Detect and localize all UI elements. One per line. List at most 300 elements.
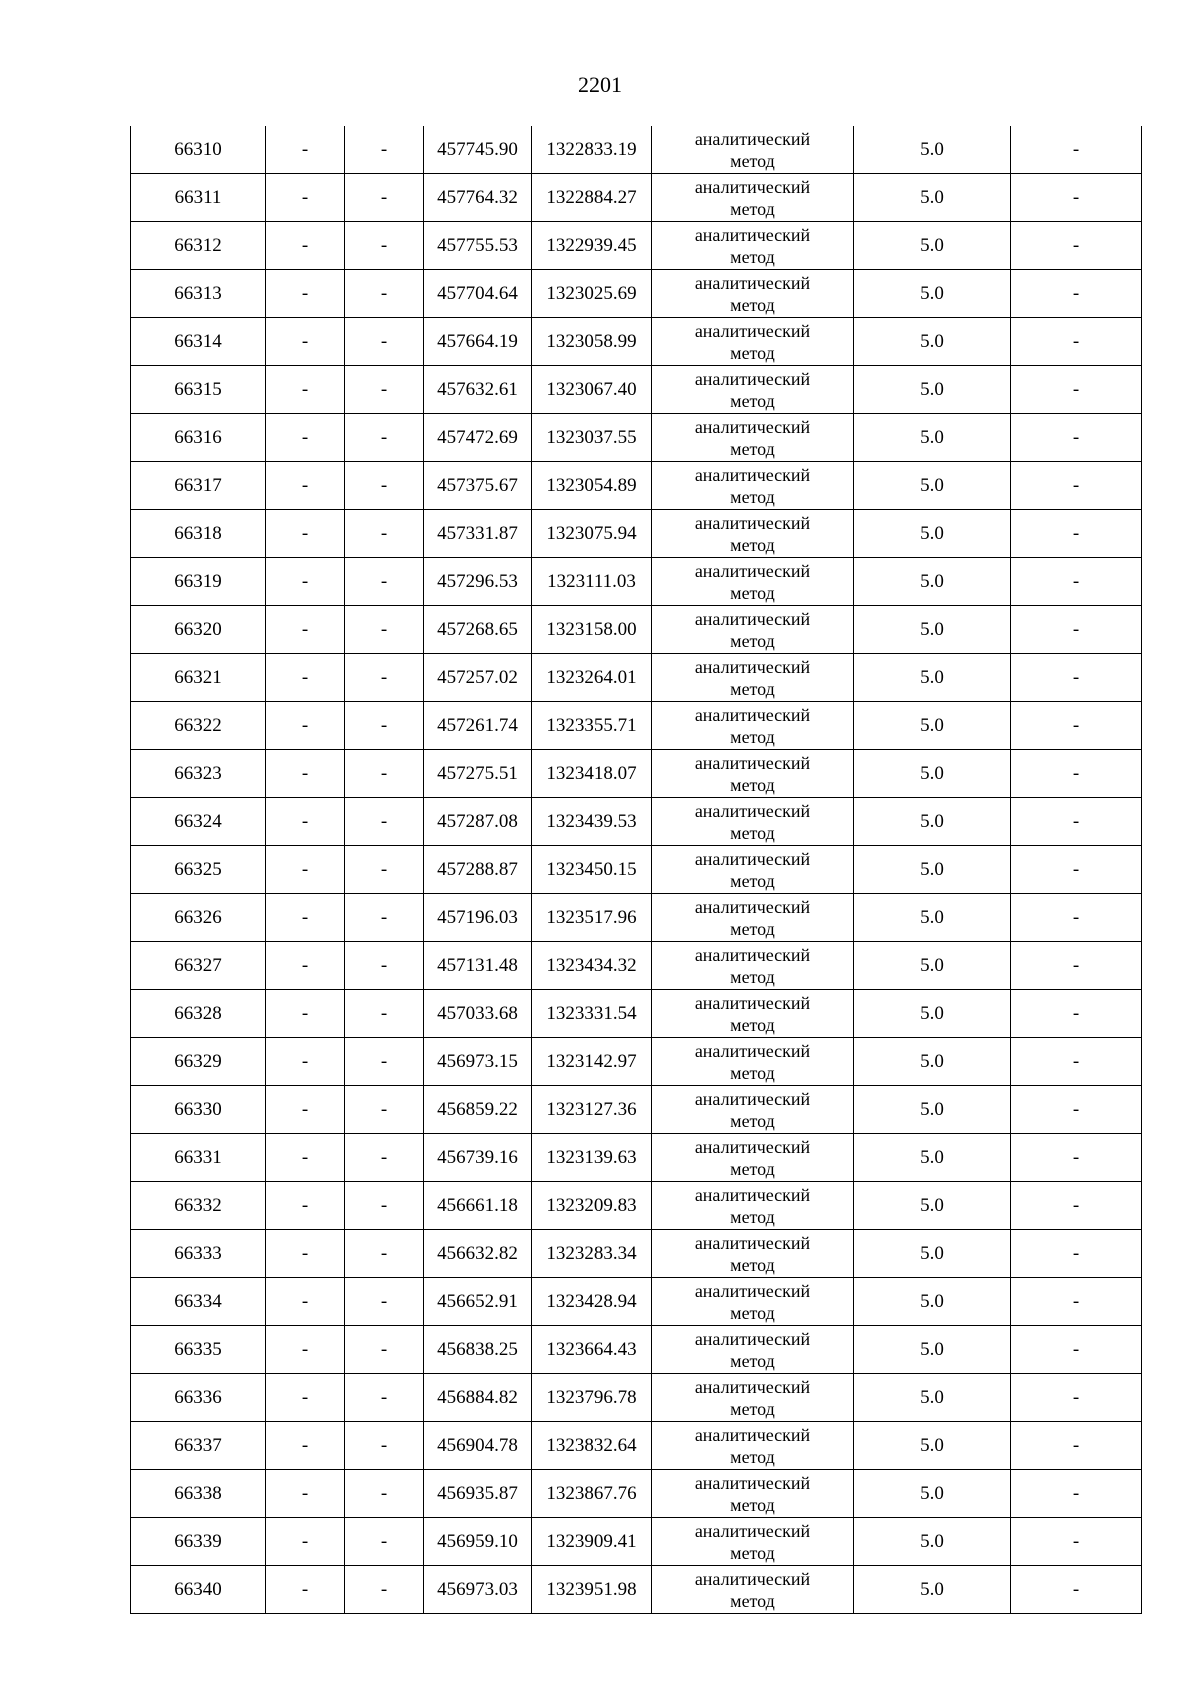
dash-cell-2: - bbox=[345, 1086, 424, 1134]
table-row bbox=[131, 1470, 1142, 1518]
y-coordinate-cell: 1323075.94 bbox=[532, 510, 652, 558]
dash-cell-2: - bbox=[345, 1182, 424, 1230]
y-coordinate-cell: 1323111.03 bbox=[532, 558, 652, 606]
note-cell: - bbox=[1011, 798, 1142, 846]
dash-cell-2: - bbox=[345, 510, 424, 558]
x-coordinate-cell: 457131.48 bbox=[424, 942, 532, 990]
method-line-1: аналитический bbox=[694, 848, 811, 869]
dash-cell-1: - bbox=[266, 174, 345, 222]
accuracy-cell: 5.0 bbox=[854, 1038, 1011, 1086]
accuracy-cell: 5.0 bbox=[854, 126, 1011, 174]
point-id-cell: 66334 bbox=[131, 1278, 266, 1326]
dash-cell-1: - bbox=[266, 1374, 345, 1422]
dash-cell-2: - bbox=[345, 126, 424, 174]
method-line-1: аналитический bbox=[694, 752, 811, 773]
dash-cell-1: - bbox=[266, 654, 345, 702]
accuracy-cell: 5.0 bbox=[854, 174, 1011, 222]
method-line-2: метод bbox=[730, 438, 775, 459]
note-cell: - bbox=[1011, 510, 1142, 558]
y-coordinate-cell: 1323832.64 bbox=[532, 1422, 652, 1470]
dash-cell-1: - bbox=[266, 1134, 345, 1182]
dash-cell-1: - bbox=[266, 366, 345, 414]
dash-cell-2: - bbox=[345, 1374, 424, 1422]
method-line-1: аналитический bbox=[694, 992, 811, 1013]
dash-cell-2: - bbox=[345, 1518, 424, 1566]
dash-cell-1: - bbox=[266, 510, 345, 558]
point-id-cell: 66321 bbox=[131, 654, 266, 702]
dash-cell-1: - bbox=[266, 558, 345, 606]
dash-cell-2: - bbox=[345, 222, 424, 270]
method-line-2: метод bbox=[730, 342, 775, 363]
accuracy-cell: 5.0 bbox=[854, 990, 1011, 1038]
point-id-cell: 66315 bbox=[131, 366, 266, 414]
point-id-cell: 66336 bbox=[131, 1374, 266, 1422]
dash-cell-1: - bbox=[266, 1422, 345, 1470]
x-coordinate-cell: 457296.53 bbox=[424, 558, 532, 606]
page-number: 2201 bbox=[578, 72, 622, 97]
x-coordinate-cell: 457764.32 bbox=[424, 174, 532, 222]
method-cell bbox=[652, 318, 854, 366]
method-cell bbox=[652, 1182, 854, 1230]
note-cell: - bbox=[1011, 1374, 1142, 1422]
note-cell: - bbox=[1011, 942, 1142, 990]
method-cell bbox=[652, 750, 854, 798]
method-cell bbox=[652, 1038, 854, 1086]
x-coordinate-cell: 457257.02 bbox=[424, 654, 532, 702]
dash-cell-1: - bbox=[266, 846, 345, 894]
method-cell bbox=[652, 654, 854, 702]
method-cell bbox=[652, 1278, 854, 1326]
table-row bbox=[131, 174, 1142, 222]
x-coordinate-cell: 457331.87 bbox=[424, 510, 532, 558]
table-row bbox=[131, 1278, 1142, 1326]
dash-cell-2: - bbox=[345, 798, 424, 846]
y-coordinate-cell: 1323434.32 bbox=[532, 942, 652, 990]
dash-cell-2: - bbox=[345, 270, 424, 318]
y-coordinate-cell: 1323127.36 bbox=[532, 1086, 652, 1134]
method-cell bbox=[652, 1086, 854, 1134]
accuracy-cell: 5.0 bbox=[854, 1326, 1011, 1374]
dash-cell-2: - bbox=[345, 1422, 424, 1470]
point-id-cell: 66333 bbox=[131, 1230, 266, 1278]
dash-cell-2: - bbox=[345, 558, 424, 606]
point-id-cell: 66330 bbox=[131, 1086, 266, 1134]
method-line-1: аналитический bbox=[694, 368, 811, 389]
accuracy-cell: 5.0 bbox=[854, 1422, 1011, 1470]
method-cell bbox=[652, 1470, 854, 1518]
note-cell: - bbox=[1011, 702, 1142, 750]
method-cell bbox=[652, 846, 854, 894]
dash-cell-2: - bbox=[345, 462, 424, 510]
accuracy-cell: 5.0 bbox=[854, 1086, 1011, 1134]
x-coordinate-cell: 457261.74 bbox=[424, 702, 532, 750]
dash-cell-2: - bbox=[345, 846, 424, 894]
table-row bbox=[131, 126, 1142, 174]
y-coordinate-cell: 1323054.89 bbox=[532, 462, 652, 510]
method-line-1: аналитический bbox=[694, 560, 811, 581]
note-cell: - bbox=[1011, 1182, 1142, 1230]
y-coordinate-cell: 1323331.54 bbox=[532, 990, 652, 1038]
method-cell bbox=[652, 1422, 854, 1470]
method-line-2: метод bbox=[730, 1398, 775, 1419]
method-line-2: метод bbox=[730, 1110, 775, 1131]
table-row bbox=[131, 510, 1142, 558]
accuracy-cell: 5.0 bbox=[854, 414, 1011, 462]
x-coordinate-cell: 456661.18 bbox=[424, 1182, 532, 1230]
x-coordinate-cell: 456632.82 bbox=[424, 1230, 532, 1278]
method-line-2: метод bbox=[730, 918, 775, 939]
method-line-2: метод bbox=[730, 198, 775, 219]
y-coordinate-cell: 1323142.97 bbox=[532, 1038, 652, 1086]
method-cell bbox=[652, 510, 854, 558]
table-row bbox=[131, 318, 1142, 366]
table-row bbox=[131, 270, 1142, 318]
point-id-cell: 66316 bbox=[131, 414, 266, 462]
coordinates-table bbox=[130, 126, 1142, 1614]
method-line-2: метод bbox=[730, 1542, 775, 1563]
accuracy-cell: 5.0 bbox=[854, 1470, 1011, 1518]
dash-cell-2: - bbox=[345, 174, 424, 222]
method-line-1: аналитический bbox=[694, 320, 811, 341]
method-cell bbox=[652, 894, 854, 942]
dash-cell-2: - bbox=[345, 1470, 424, 1518]
table-row bbox=[131, 654, 1142, 702]
accuracy-cell: 5.0 bbox=[854, 798, 1011, 846]
x-coordinate-cell: 456838.25 bbox=[424, 1326, 532, 1374]
accuracy-cell: 5.0 bbox=[854, 222, 1011, 270]
y-coordinate-cell: 1323025.69 bbox=[532, 270, 652, 318]
table-body bbox=[131, 126, 1142, 1614]
point-id-cell: 66337 bbox=[131, 1422, 266, 1470]
accuracy-cell: 5.0 bbox=[854, 318, 1011, 366]
note-cell: - bbox=[1011, 1326, 1142, 1374]
y-coordinate-cell: 1323067.40 bbox=[532, 366, 652, 414]
accuracy-cell: 5.0 bbox=[854, 846, 1011, 894]
method-line-1: аналитический bbox=[694, 704, 811, 725]
point-id-cell: 66317 bbox=[131, 462, 266, 510]
method-cell bbox=[652, 414, 854, 462]
method-line-2: метод bbox=[730, 1254, 775, 1275]
note-cell: - bbox=[1011, 222, 1142, 270]
dash-cell-2: - bbox=[345, 894, 424, 942]
method-line-1: аналитический bbox=[694, 1520, 811, 1541]
method-line-2: метод bbox=[730, 582, 775, 603]
table-row bbox=[131, 222, 1142, 270]
method-line-2: метод bbox=[730, 1494, 775, 1515]
table-row bbox=[131, 990, 1142, 1038]
x-coordinate-cell: 457288.87 bbox=[424, 846, 532, 894]
method-line-2: метод bbox=[730, 534, 775, 555]
dash-cell-2: - bbox=[345, 1566, 424, 1614]
dash-cell-1: - bbox=[266, 1518, 345, 1566]
point-id-cell: 66319 bbox=[131, 558, 266, 606]
x-coordinate-cell: 457375.67 bbox=[424, 462, 532, 510]
accuracy-cell: 5.0 bbox=[854, 1566, 1011, 1614]
method-line-2: метод bbox=[730, 1014, 775, 1035]
x-coordinate-cell: 456904.78 bbox=[424, 1422, 532, 1470]
note-cell: - bbox=[1011, 654, 1142, 702]
dash-cell-1: - bbox=[266, 798, 345, 846]
dash-cell-2: - bbox=[345, 942, 424, 990]
x-coordinate-cell: 457033.68 bbox=[424, 990, 532, 1038]
note-cell: - bbox=[1011, 174, 1142, 222]
dash-cell-1: - bbox=[266, 414, 345, 462]
y-coordinate-cell: 1322833.19 bbox=[532, 126, 652, 174]
point-id-cell: 66332 bbox=[131, 1182, 266, 1230]
dash-cell-1: - bbox=[266, 1278, 345, 1326]
method-line-2: метод bbox=[730, 390, 775, 411]
dash-cell-1: - bbox=[266, 1086, 345, 1134]
method-line-2: метод bbox=[730, 870, 775, 891]
accuracy-cell: 5.0 bbox=[854, 1374, 1011, 1422]
method-line-1: аналитический bbox=[694, 176, 811, 197]
dash-cell-1: - bbox=[266, 462, 345, 510]
method-line-2: метод bbox=[730, 822, 775, 843]
table-row bbox=[131, 1230, 1142, 1278]
method-line-2: метод bbox=[730, 1350, 775, 1371]
table-row bbox=[131, 606, 1142, 654]
accuracy-cell: 5.0 bbox=[854, 654, 1011, 702]
x-coordinate-cell: 456973.03 bbox=[424, 1566, 532, 1614]
table-row bbox=[131, 846, 1142, 894]
method-line-1: аналитический bbox=[694, 416, 811, 437]
dash-cell-1: - bbox=[266, 894, 345, 942]
table-row bbox=[131, 1566, 1142, 1614]
note-cell: - bbox=[1011, 894, 1142, 942]
y-coordinate-cell: 1323058.99 bbox=[532, 318, 652, 366]
point-id-cell: 66327 bbox=[131, 942, 266, 990]
y-coordinate-cell: 1323355.71 bbox=[532, 702, 652, 750]
accuracy-cell: 5.0 bbox=[854, 750, 1011, 798]
method-cell bbox=[652, 174, 854, 222]
method-line-1: аналитический bbox=[694, 1184, 811, 1205]
table-row bbox=[131, 558, 1142, 606]
dash-cell-2: - bbox=[345, 702, 424, 750]
table-row bbox=[131, 1086, 1142, 1134]
method-line-2: метод bbox=[730, 486, 775, 507]
y-coordinate-cell: 1323037.55 bbox=[532, 414, 652, 462]
method-line-1: аналитический bbox=[694, 1472, 811, 1493]
accuracy-cell: 5.0 bbox=[854, 702, 1011, 750]
point-id-cell: 66323 bbox=[131, 750, 266, 798]
accuracy-cell: 5.0 bbox=[854, 462, 1011, 510]
method-line-1: аналитический bbox=[694, 1040, 811, 1061]
note-cell: - bbox=[1011, 846, 1142, 894]
y-coordinate-cell: 1323283.34 bbox=[532, 1230, 652, 1278]
note-cell: - bbox=[1011, 1470, 1142, 1518]
method-cell bbox=[652, 366, 854, 414]
y-coordinate-cell: 1323264.01 bbox=[532, 654, 652, 702]
point-id-cell: 66325 bbox=[131, 846, 266, 894]
note-cell: - bbox=[1011, 1518, 1142, 1566]
method-line-1: аналитический bbox=[694, 1088, 811, 1109]
note-cell: - bbox=[1011, 1086, 1142, 1134]
point-id-cell: 66312 bbox=[131, 222, 266, 270]
method-line-1: аналитический bbox=[694, 464, 811, 485]
x-coordinate-cell: 457472.69 bbox=[424, 414, 532, 462]
note-cell: - bbox=[1011, 1038, 1142, 1086]
x-coordinate-cell: 457268.65 bbox=[424, 606, 532, 654]
method-cell bbox=[652, 1326, 854, 1374]
dash-cell-1: - bbox=[266, 1566, 345, 1614]
method-line-2: метод bbox=[730, 726, 775, 747]
dash-cell-1: - bbox=[266, 222, 345, 270]
method-cell bbox=[652, 1374, 854, 1422]
note-cell: - bbox=[1011, 1422, 1142, 1470]
dash-cell-1: - bbox=[266, 942, 345, 990]
y-coordinate-cell: 1322884.27 bbox=[532, 174, 652, 222]
dash-cell-2: - bbox=[345, 1038, 424, 1086]
table-row bbox=[131, 462, 1142, 510]
x-coordinate-cell: 457704.64 bbox=[424, 270, 532, 318]
method-cell bbox=[652, 1518, 854, 1566]
method-line-1: аналитический bbox=[694, 1376, 811, 1397]
y-coordinate-cell: 1322939.45 bbox=[532, 222, 652, 270]
accuracy-cell: 5.0 bbox=[854, 270, 1011, 318]
point-id-cell: 66320 bbox=[131, 606, 266, 654]
method-line-2: метод bbox=[730, 1590, 775, 1611]
x-coordinate-cell: 457287.08 bbox=[424, 798, 532, 846]
y-coordinate-cell: 1323664.43 bbox=[532, 1326, 652, 1374]
y-coordinate-cell: 1323439.53 bbox=[532, 798, 652, 846]
method-line-1: аналитический bbox=[694, 1568, 811, 1589]
point-id-cell: 66340 bbox=[131, 1566, 266, 1614]
method-line-1: аналитический bbox=[694, 272, 811, 293]
x-coordinate-cell: 457664.19 bbox=[424, 318, 532, 366]
note-cell: - bbox=[1011, 462, 1142, 510]
method-line-2: метод bbox=[730, 1302, 775, 1323]
method-line-1: аналитический bbox=[694, 128, 811, 149]
method-line-2: метод bbox=[730, 294, 775, 315]
y-coordinate-cell: 1323139.63 bbox=[532, 1134, 652, 1182]
y-coordinate-cell: 1323418.07 bbox=[532, 750, 652, 798]
x-coordinate-cell: 456884.82 bbox=[424, 1374, 532, 1422]
table-row bbox=[131, 1374, 1142, 1422]
method-cell bbox=[652, 222, 854, 270]
method-line-1: аналитический bbox=[694, 608, 811, 629]
accuracy-cell: 5.0 bbox=[854, 1278, 1011, 1326]
x-coordinate-cell: 456935.87 bbox=[424, 1470, 532, 1518]
dash-cell-1: - bbox=[266, 1038, 345, 1086]
point-id-cell: 66324 bbox=[131, 798, 266, 846]
table-row bbox=[131, 1326, 1142, 1374]
point-id-cell: 66310 bbox=[131, 126, 266, 174]
dash-cell-1: - bbox=[266, 1326, 345, 1374]
dash-cell-1: - bbox=[266, 1230, 345, 1278]
dash-cell-1: - bbox=[266, 990, 345, 1038]
method-line-1: аналитический bbox=[694, 1232, 811, 1253]
y-coordinate-cell: 1323517.96 bbox=[532, 894, 652, 942]
table-row bbox=[131, 1038, 1142, 1086]
y-coordinate-cell: 1323951.98 bbox=[532, 1566, 652, 1614]
point-id-cell: 66331 bbox=[131, 1134, 266, 1182]
method-cell bbox=[652, 990, 854, 1038]
note-cell: - bbox=[1011, 1230, 1142, 1278]
x-coordinate-cell: 456973.15 bbox=[424, 1038, 532, 1086]
dash-cell-2: - bbox=[345, 750, 424, 798]
note-cell: - bbox=[1011, 1566, 1142, 1614]
x-coordinate-cell: 456859.22 bbox=[424, 1086, 532, 1134]
note-cell: - bbox=[1011, 366, 1142, 414]
method-cell bbox=[652, 798, 854, 846]
dash-cell-2: - bbox=[345, 1278, 424, 1326]
note-cell: - bbox=[1011, 558, 1142, 606]
method-line-2: метод bbox=[730, 678, 775, 699]
method-line-2: метод bbox=[730, 1158, 775, 1179]
method-line-1: аналитический bbox=[694, 896, 811, 917]
dash-cell-1: - bbox=[266, 318, 345, 366]
table-row bbox=[131, 798, 1142, 846]
x-coordinate-cell: 456739.16 bbox=[424, 1134, 532, 1182]
method-line-2: метод bbox=[730, 966, 775, 987]
x-coordinate-cell: 456959.10 bbox=[424, 1518, 532, 1566]
point-id-cell: 66313 bbox=[131, 270, 266, 318]
dash-cell-1: - bbox=[266, 606, 345, 654]
note-cell: - bbox=[1011, 606, 1142, 654]
y-coordinate-cell: 1323796.78 bbox=[532, 1374, 652, 1422]
note-cell: - bbox=[1011, 318, 1142, 366]
x-coordinate-cell: 457745.90 bbox=[424, 126, 532, 174]
method-line-1: аналитический bbox=[694, 512, 811, 533]
y-coordinate-cell: 1323428.94 bbox=[532, 1278, 652, 1326]
accuracy-cell: 5.0 bbox=[854, 1182, 1011, 1230]
point-id-cell: 66328 bbox=[131, 990, 266, 1038]
method-line-1: аналитический bbox=[694, 1136, 811, 1157]
accuracy-cell: 5.0 bbox=[854, 1230, 1011, 1278]
method-line-2: метод bbox=[730, 246, 775, 267]
table-row bbox=[131, 414, 1142, 462]
dash-cell-1: - bbox=[266, 1470, 345, 1518]
dash-cell-2: - bbox=[345, 318, 424, 366]
method-cell bbox=[652, 270, 854, 318]
dash-cell-2: - bbox=[345, 366, 424, 414]
note-cell: - bbox=[1011, 126, 1142, 174]
accuracy-cell: 5.0 bbox=[854, 1518, 1011, 1566]
x-coordinate-cell: 457632.61 bbox=[424, 366, 532, 414]
method-line-2: метод bbox=[730, 774, 775, 795]
method-cell bbox=[652, 1134, 854, 1182]
dash-cell-1: - bbox=[266, 126, 345, 174]
point-id-cell: 66318 bbox=[131, 510, 266, 558]
point-id-cell: 66326 bbox=[131, 894, 266, 942]
dash-cell-2: - bbox=[345, 606, 424, 654]
accuracy-cell: 5.0 bbox=[854, 942, 1011, 990]
method-line-1: аналитический bbox=[694, 1424, 811, 1445]
table-row bbox=[131, 942, 1142, 990]
method-line-1: аналитический bbox=[694, 656, 811, 677]
method-line-1: аналитический bbox=[694, 800, 811, 821]
table-row bbox=[131, 1422, 1142, 1470]
x-coordinate-cell: 457755.53 bbox=[424, 222, 532, 270]
dash-cell-2: - bbox=[345, 1134, 424, 1182]
y-coordinate-cell: 1323450.15 bbox=[532, 846, 652, 894]
y-coordinate-cell: 1323867.76 bbox=[532, 1470, 652, 1518]
dash-cell-2: - bbox=[345, 414, 424, 462]
method-cell bbox=[652, 1230, 854, 1278]
method-cell bbox=[652, 126, 854, 174]
method-line-1: аналитический bbox=[694, 1280, 811, 1301]
accuracy-cell: 5.0 bbox=[854, 366, 1011, 414]
table-row bbox=[131, 750, 1142, 798]
point-id-cell: 66329 bbox=[131, 1038, 266, 1086]
note-cell: - bbox=[1011, 1134, 1142, 1182]
y-coordinate-cell: 1323158.00 bbox=[532, 606, 652, 654]
point-id-cell: 66335 bbox=[131, 1326, 266, 1374]
point-id-cell: 66339 bbox=[131, 1518, 266, 1566]
method-cell bbox=[652, 942, 854, 990]
y-coordinate-cell: 1323209.83 bbox=[532, 1182, 652, 1230]
method-cell bbox=[652, 462, 854, 510]
